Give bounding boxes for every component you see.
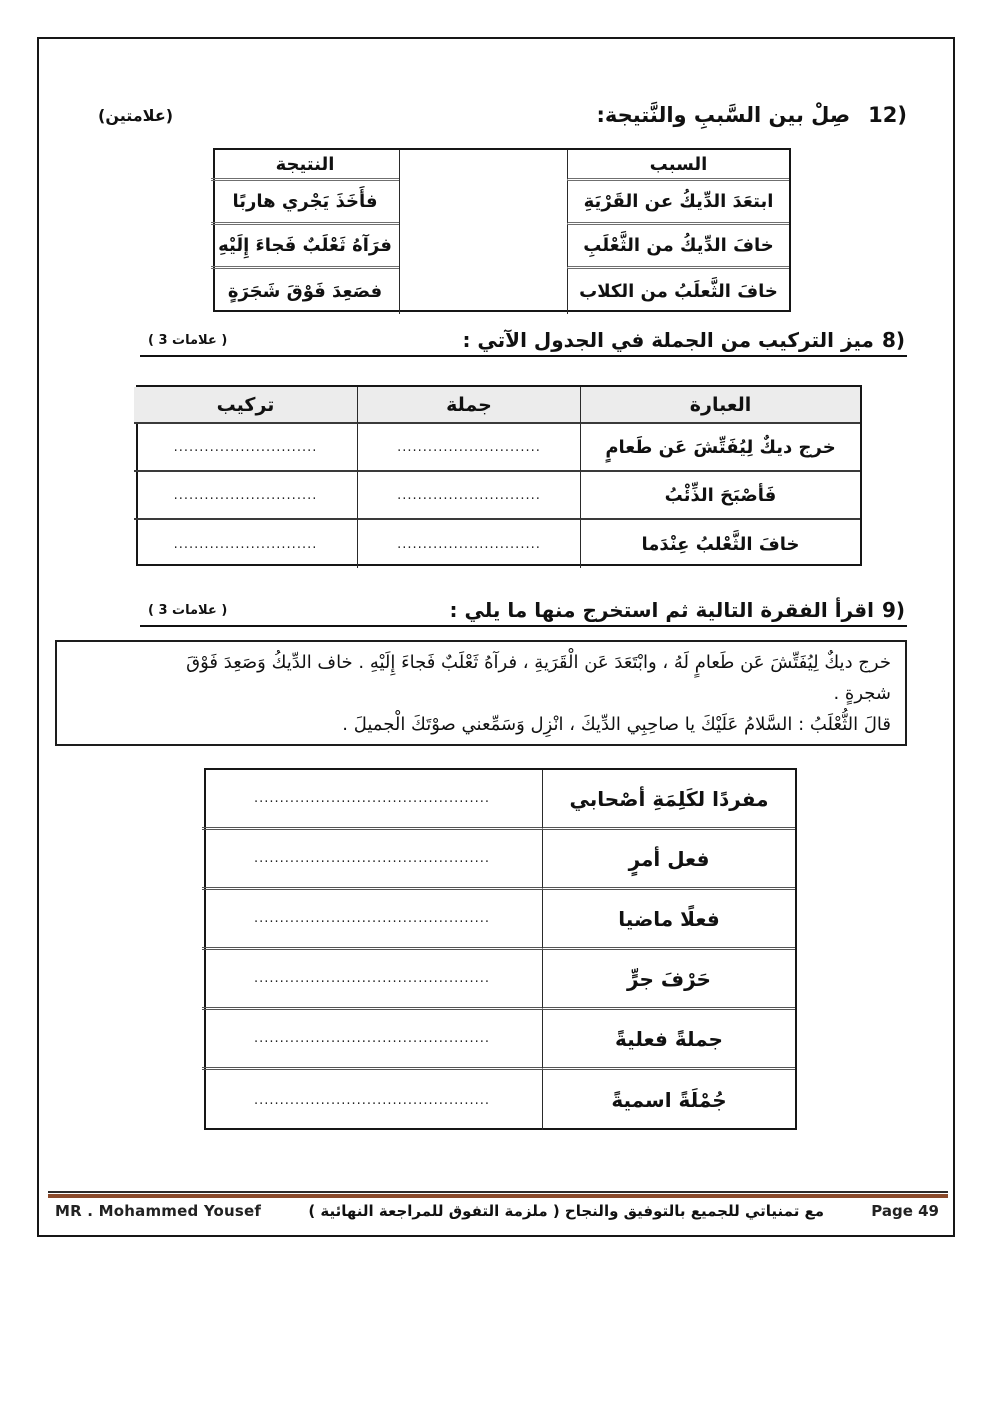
phrase-column-header: العبارة — [580, 387, 860, 424]
reading-paragraph-box — [55, 640, 907, 746]
extraction-answer-blank: .............................................. — [202, 830, 542, 890]
sentence-column-header: جملة — [357, 387, 580, 424]
extraction-label: جملةً فعليةً — [542, 1010, 795, 1070]
phrase-cell: فَأصْبَحَ الذِّئْبُ — [580, 472, 860, 520]
extraction-answer-blank: .............................................. — [202, 950, 542, 1010]
question-9-marks: ( 3 علامات ) — [140, 603, 235, 627]
question-9-number: 9) — [881, 598, 905, 622]
question-9-heading — [140, 598, 907, 627]
extraction-label: فعل أمرٍ — [542, 830, 795, 890]
structure-answer-blank: ............................ — [173, 536, 318, 552]
question-12-title-text: صِلْ بين السَّببِ والنَّتيجة: — [596, 103, 851, 127]
question-12-marks: (علامتين) — [98, 105, 174, 125]
structure-answer-blank: ............................ — [134, 472, 357, 520]
result-cell: فصَعِدَ فَوْقَ شَجَرَةٍ — [227, 281, 383, 302]
extraction-label: جُمْلَةً اسميةً — [542, 1070, 795, 1130]
structure-column-header: تركيب — [134, 387, 357, 424]
result-cell: فرَآهُ ثَعْلَبٌ فَجاءَ إِلَيْهِ — [211, 225, 399, 269]
phrase-cell: خافَ الثَّعْلبُ عِنْدَما — [580, 520, 860, 568]
extraction-answer-blank: .............................................. — [253, 1092, 491, 1108]
question-12-title — [596, 103, 907, 127]
page-border-frame — [37, 37, 955, 1237]
extraction-label: مفردًا لكَلِمَةِ أصْحابي — [542, 770, 795, 830]
cause-cell: ابتعَدَ الدِّيكُ عن القَرْيَةِ — [567, 181, 789, 225]
sentence-answer-blank: ............................ — [357, 424, 580, 472]
cause-result-match-table — [213, 148, 791, 312]
phrase-cell: خرج ديكٌ لِيُفَتِّشَ عَن طَعامٍ — [580, 424, 860, 472]
sentence-answer-blank: ............................ — [357, 520, 580, 568]
question-9-title — [448, 598, 907, 627]
extraction-label: حَرْفَ جرٍّ — [542, 950, 795, 1010]
question-8-title — [460, 328, 907, 357]
extraction-table — [204, 768, 797, 1130]
question-12-heading — [98, 103, 907, 127]
cause-column-header: السبب — [567, 150, 789, 181]
extraction-answer-blank: .............................................. — [202, 1010, 542, 1070]
underline-rule — [235, 625, 447, 627]
question-8-title-text: ميز التركيب من الجملة في الجدول الآتي : — [462, 328, 874, 352]
question-8-marks: ( 3 علامات ) — [140, 333, 235, 357]
cause-cell: خافَ الثَّعلَبُ من الكلاب — [567, 269, 789, 314]
extraction-label: فعلًا ماضيا — [542, 890, 795, 950]
footer — [55, 1202, 939, 1220]
paragraph-line: شجرةٍ . — [833, 683, 891, 704]
question-8-heading — [140, 328, 907, 357]
question-8-number: 8) — [881, 328, 905, 352]
structure-answer-blank: ............................ — [134, 424, 357, 472]
footer-message: مع تمنياتي للجميع بالتوفيق والنجاح ( ملزمة التفوق للمراجعة النهائية ) — [308, 1202, 825, 1220]
sentence-answer-blank: ............................ — [357, 472, 580, 520]
extraction-answer-blank: .............................................. — [202, 890, 542, 950]
result-cell: فأَخَذَ يَجْري هاربًا — [211, 181, 399, 225]
result-column-header: النتيجة — [211, 150, 399, 181]
structure-vs-sentence-table — [136, 385, 862, 566]
match-line-empty-column — [399, 150, 567, 314]
underline-rule — [235, 355, 460, 357]
footer-divider-dark-line — [48, 1191, 948, 1193]
cause-cell: خافَ الدِّيكُ من الثَّعْلَبِ — [567, 225, 789, 269]
question-9-title-text: اقرأ الفقرة التالية ثم استخرج منها ما يلي : — [449, 598, 874, 622]
footer-teacher-name: MR . Mohammed Yousef — [55, 1202, 262, 1220]
extraction-answer-blank: .............................................. — [202, 770, 542, 830]
footer-divider-brown-line — [48, 1194, 948, 1198]
paragraph-line: خرج ديكٌ لِيُفَتِّشَ عَن طَعامٍ لَهُ ، وابْتَعَدَ عَن الْقَرَيةِ ، فرآهُ ثَعْلَبٌ فَجاءَ إِلَيْهِ . خاف الدِّيكُ وَصَعِدَ فَوْقَ — [186, 652, 891, 673]
footer-page-number: Page 49 — [871, 1202, 939, 1220]
footer-divider — [48, 1191, 948, 1198]
question-12-number: 12) — [868, 103, 907, 127]
paragraph-line: قالَ الثُّعْلَبُ : السَّلامُ عَلَيْكَ يا صاحِبِي الدِّيكَ ، انْزِل وَسَمِّعني صوْتَكَ الْجميلَ . — [342, 714, 891, 735]
